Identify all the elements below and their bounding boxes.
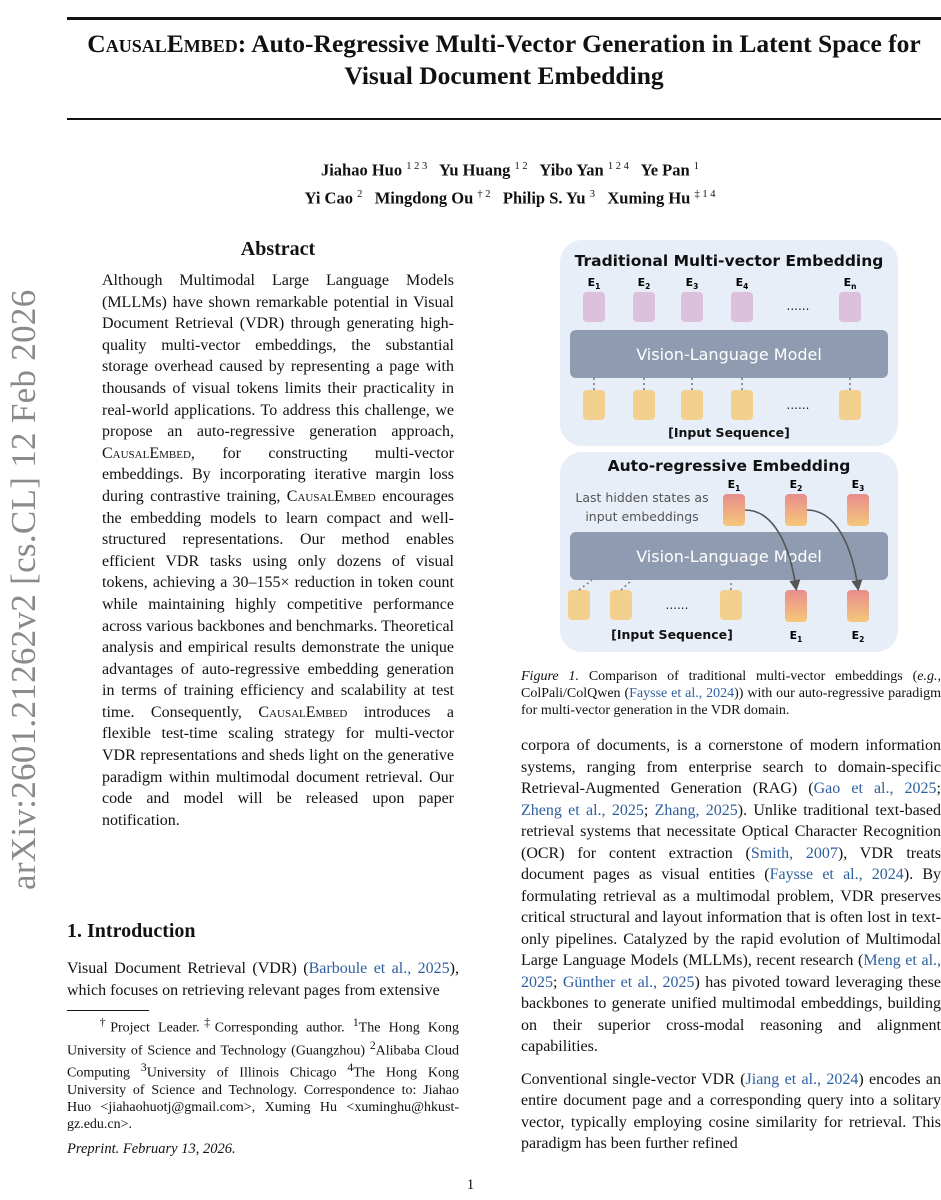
intro-text: ), which focuses on retrieving relevant pages from extensive xyxy=(67,960,459,999)
abstract-body xyxy=(102,270,454,831)
output-embedding-token xyxy=(681,292,703,322)
caption-text: Comparison of traditional multi-vector embeddings ( xyxy=(588,669,918,684)
right-column-body xyxy=(521,735,941,1166)
title-line2: Visual Document Embedding xyxy=(344,61,664,90)
ar-output-label: $E_3$ xyxy=(851,478,865,493)
title-name-embed: Embed xyxy=(166,29,238,58)
citation-link[interactable]: Zheng et al., 2025 xyxy=(521,801,644,819)
footnote xyxy=(67,1014,459,1133)
title-name-causal: Causal xyxy=(87,29,167,58)
body-text: ) encodes an entire document page and a corresponding query into a solitary vector, typically employing cosine similarity for retrieval. This paradigm has been further refined xyxy=(521,1070,941,1152)
ar-output-token xyxy=(723,494,745,526)
ar-output-token xyxy=(785,494,807,526)
bottom-panel-title: Auto-regressive Embedding xyxy=(607,457,851,475)
footnote-rule xyxy=(67,1010,149,1011)
arxiv-stamp: arXiv:2601.21262v2 [cs.CL] 12 Feb 2026 xyxy=(4,289,43,890)
author-affil: ‡ 1 4 xyxy=(694,188,716,200)
method-name xyxy=(287,488,376,505)
ellipsis: ...... xyxy=(786,299,810,313)
emb-label: $E_1$ xyxy=(587,276,601,291)
input-sequence-label-top: [Input Sequence] xyxy=(668,425,790,440)
body-text: ; xyxy=(553,973,563,991)
title-bottom-rule xyxy=(67,118,941,120)
footnote-text: Alibaba Cloud Computing xyxy=(67,1043,460,1081)
author-name: Ye Pan xyxy=(640,160,690,180)
footnote-text: The Hong Kong University of Science and Technology (Guangzhou) xyxy=(67,1020,459,1059)
body-text: ) has pivoted toward leveraging these backbones to generate unified multimodal embeddings, building on their superior cross-modal reasoning and alignment capabilities. xyxy=(521,973,941,1055)
top-rule xyxy=(67,17,941,20)
author-name: Yibo Yan xyxy=(539,160,604,180)
hidden-states-note: Last hidden states as xyxy=(575,490,709,505)
caption-text: ColPali/ColQwen ( xyxy=(521,686,630,701)
output-embedding-token xyxy=(583,292,605,322)
fed-back-embedding xyxy=(785,590,807,622)
caption-eg: e.g., xyxy=(917,669,941,684)
input-token xyxy=(568,590,590,620)
input-token xyxy=(610,590,632,620)
method-name xyxy=(102,445,191,462)
author-name: Yu Huang xyxy=(438,160,511,180)
body-text: ). Unlike traditional text-based retrieval systems that necessitate Optical Character Recognition (OCR) for content extraction ( xyxy=(521,801,941,862)
input-token xyxy=(583,390,605,420)
citation-link[interactable]: Barboule et al., 2025 xyxy=(308,960,450,977)
abstract-text: Although Multimodal Large Language Models (MLLMs) have shown remarkable potential in Visual Document Retrieval (VDR) through generating high-quality multi-vector embeddings, the substantial storage overhead caused by representing a page with thousands of visual tokens limits their practicality in real-world applications. To address this challenge, we propose an auto-regressive generation approach, xyxy=(102,272,454,441)
body-text: corpora of documents, is a cornerstone of modern information systems, ranging from enterprise search to domain-specific Retrieval-Augmented Generation (RAG) ( xyxy=(521,737,941,797)
ar-output-label: $E_1$ xyxy=(727,478,741,493)
section-heading-introduction: 1. Introduction xyxy=(67,920,196,942)
body-text: ), VDR treats document pages as visual entities ( xyxy=(521,844,941,883)
footnote-mark: 2 xyxy=(369,1038,376,1052)
fed-back-embedding xyxy=(847,590,869,622)
output-embedding-token xyxy=(633,292,655,322)
citation-link[interactable]: Günther et al., 2025 xyxy=(562,973,695,991)
emb-label: $E_3$ xyxy=(685,276,699,291)
ar-output-tokens xyxy=(723,494,869,526)
author-name: Yi Cao xyxy=(304,188,353,207)
caption-text: )) with our auto-regressive paradigm for multi-vector generation in the VDR domain. xyxy=(521,686,941,718)
method-name-a: Causal xyxy=(258,703,306,721)
body-text: ; xyxy=(936,780,941,797)
vlm-label-bottom: Vision-Language Model xyxy=(636,547,822,566)
input-token xyxy=(731,390,753,420)
author-name: Philip S. Yu xyxy=(502,188,586,207)
emb-label: $E_2$ xyxy=(637,276,651,291)
input-token xyxy=(633,390,655,420)
author-affil: 3 xyxy=(589,188,595,200)
citation-link[interactable]: Meng et al., 2025 xyxy=(521,952,941,991)
method-name-a: Causal xyxy=(286,487,335,505)
ar-output-label: $E_2$ xyxy=(789,478,803,493)
author-list xyxy=(100,155,920,210)
ar-input-label: $E_2$ xyxy=(851,629,865,644)
top-panel-title: Traditional Multi-vector Embedding xyxy=(574,252,884,270)
footnote-mark: † xyxy=(99,1016,111,1029)
figure-caption xyxy=(521,668,941,719)
method-name-b: Embed xyxy=(149,444,191,462)
abstract-heading: Abstract xyxy=(240,238,316,260)
title-line1: : Auto-Regressive Multi-Vector Generation in Latent Space for xyxy=(237,29,921,58)
input-token xyxy=(839,390,861,420)
body-text: ). By formulating retrieval as a multimodal problem, VDR preserves critical structural and layout information that is often lost in text-only pipelines. Catalyzed by the rapid evolution of Multimodal Large Language Models (MLLMs), recent research ( xyxy=(521,866,941,969)
page-number: 1 xyxy=(466,1177,475,1193)
author-affil: 1 2 4 xyxy=(607,161,629,172)
method-name-b: Embed xyxy=(305,703,348,721)
input-token xyxy=(720,590,742,620)
emb-label: $E_n$ xyxy=(843,276,857,291)
author-name: Xuming Hu xyxy=(607,188,691,207)
paragraph xyxy=(521,735,941,1058)
author-affil: 1 xyxy=(693,161,700,172)
preprint-note: Preprint. February 13, 2026. xyxy=(67,1141,236,1157)
ellipsis: ...... xyxy=(665,598,689,612)
paper-title xyxy=(60,28,941,92)
footnote-mark: 1 xyxy=(352,1016,359,1029)
abstract-text: encourages the embedding models to learn compact and well-structured representations. Our method enables efficient VDR tasks using only dozens of visual tokens, achieving a 30–155× reduction in token count while maintaining highly competitive performance across various backbones and benchmarks. Theoretical analysis and empirical results demonstrate the unique advantages of auto-regressive embedding generation in terms of training efficiency and scalability at test time. Consequently, xyxy=(102,487,455,721)
intro-body xyxy=(67,958,459,1001)
paragraph xyxy=(521,1069,941,1155)
footnote-text: Project Leader. xyxy=(110,1020,200,1036)
method-name-a: Causal xyxy=(102,444,150,462)
author-affil: 1 2 xyxy=(514,161,528,172)
author-name: Jiahao Huo xyxy=(320,160,403,180)
footnote-mark: 3 xyxy=(140,1061,147,1075)
input-token xyxy=(681,390,703,420)
footnote-text: The Hong Kong University of Science and Technology. Correspondence to: Jiahao Huo <jiahaohuotj@gmail.com>, Xuming Hu <xuminghu@hkust-gz.edu.cn>. xyxy=(67,1065,459,1132)
citation-link[interactable]: Faysse et al., 2024 xyxy=(769,866,904,883)
citation-link[interactable]: Smith, 2007 xyxy=(750,844,838,862)
emb-label: $E_4$ xyxy=(735,276,749,291)
footnote-mark: 4 xyxy=(347,1061,354,1075)
author-affil: † 2 xyxy=(477,188,491,200)
footnote-text: University of Illinois Chicago xyxy=(146,1065,337,1081)
method-name-b: Embed xyxy=(334,487,376,505)
hidden-states-note: input embeddings xyxy=(585,509,699,524)
abstract-text: , for constructing multi-vector embeddings. By incorporating iterative margin loss during contrastive training, xyxy=(102,444,454,505)
author-affil: 1 2 3 xyxy=(406,161,428,172)
footnote-mark: ‡ xyxy=(199,1016,215,1029)
citation-link[interactable]: Faysse et al., 2024 xyxy=(629,686,735,701)
intro-text: Visual Document Retrieval (VDR) ( xyxy=(67,960,309,977)
input-sequence-label-bottom: [Input Sequence] xyxy=(611,627,733,642)
output-embedding-token xyxy=(839,292,861,322)
output-embedding-token xyxy=(731,292,753,322)
citation-link[interactable]: Jiang et al., 2024 xyxy=(745,1070,859,1088)
vlm-label-top: Vision-Language Model xyxy=(636,345,822,364)
author-name: Mingdong Ou xyxy=(374,188,474,207)
citation-link[interactable]: Gao et al., 2025 xyxy=(813,780,937,797)
ar-input-label: $E_1$ xyxy=(789,629,803,644)
method-name xyxy=(258,704,347,721)
citation-link[interactable]: Zhang, 2025 xyxy=(654,801,738,819)
author-affil: 2 xyxy=(357,188,363,200)
caption-label: Figure 1. xyxy=(521,669,579,684)
body-text: Conventional single-vector VDR ( xyxy=(521,1070,746,1088)
figure-1 xyxy=(552,238,904,663)
footnote-text: Corresponding author. xyxy=(214,1020,345,1036)
abstract-text: introduces a flexible test-time scaling strategy for multi-vector VDR representations and sheds light on the generative paradigm within multimodal document retrieval. Our code and model will be released upon paper notification. xyxy=(102,703,455,829)
ellipsis: ...... xyxy=(786,398,810,412)
body-text: ; xyxy=(643,801,655,819)
ar-output-token xyxy=(847,494,869,526)
